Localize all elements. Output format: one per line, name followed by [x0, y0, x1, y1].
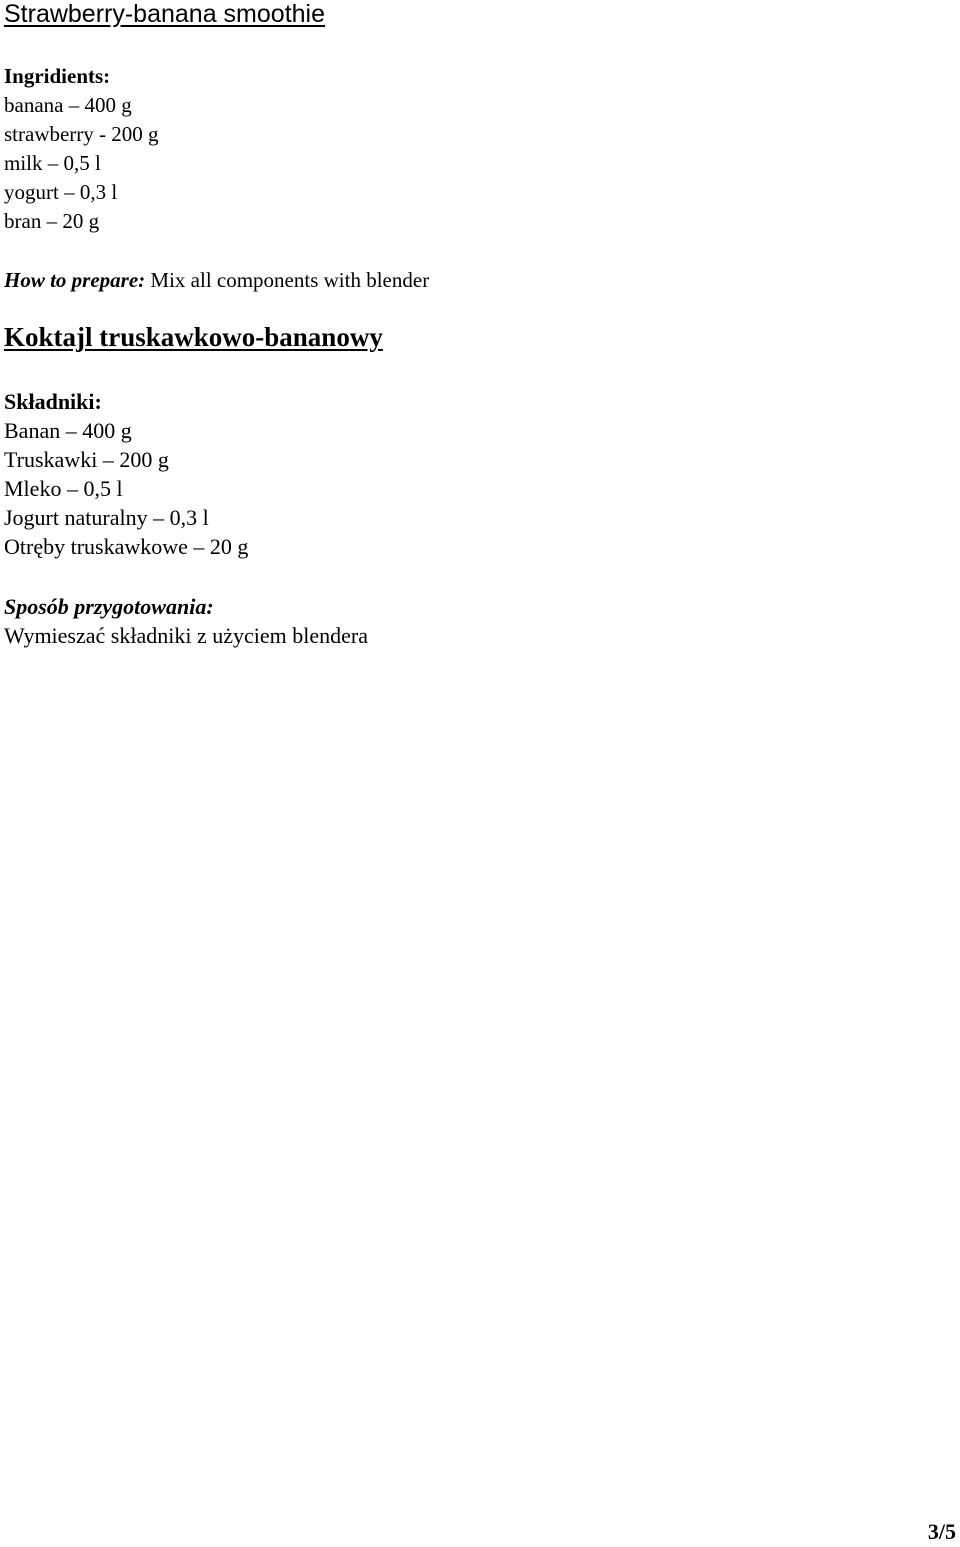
- ingredient-item: Mleko – 0,5 l: [4, 476, 123, 501]
- preparation-text-english: Mix all components with blender: [145, 268, 430, 292]
- ingredient-item: milk – 0,5 l: [4, 151, 101, 175]
- preparation-text-polish: Wymieszać składniki z użyciem blendera: [4, 623, 368, 648]
- ingredient-item: yogurt – 0,3 l: [4, 180, 118, 204]
- ingredient-item: Otręby truskawkowe – 20 g: [4, 534, 249, 559]
- page-number: 3/5: [927, 1519, 956, 1544]
- ingredients-heading-english: Ingridients:: [4, 64, 111, 88]
- preparation-heading-polish: Sposób przygotowania:: [4, 594, 214, 619]
- ingredients-section-polish: [4, 387, 248, 561]
- ingredients-heading-polish: Składniki:: [4, 389, 102, 414]
- ingredient-item: strawberry - 200 g: [4, 122, 159, 146]
- preparation-section-english: [4, 266, 429, 295]
- recipe-title-polish: Koktajl truskawkowo-bananowy: [4, 322, 383, 352]
- preparation-section-polish: [4, 592, 368, 650]
- ingredient-item: Banan – 400 g: [4, 418, 132, 443]
- ingredient-item: Jogurt naturalny – 0,3 l: [4, 505, 209, 530]
- ingredient-item: bran – 20 g: [4, 209, 100, 233]
- ingredient-item: Truskawki – 200 g: [4, 447, 169, 472]
- recipe-title-english: Strawberry-banana smoothie: [4, 0, 325, 28]
- ingredients-section-english: [4, 62, 159, 236]
- preparation-heading-english: How to prepare:: [4, 268, 146, 292]
- ingredient-item: banana – 400 g: [4, 93, 132, 117]
